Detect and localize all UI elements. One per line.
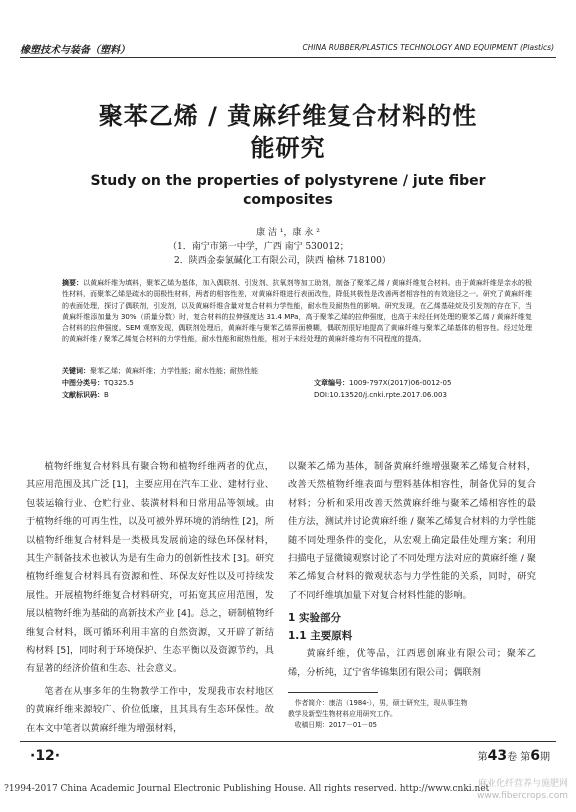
- journal-name-en: CHINA RUBBER/PLASTICS TECHNOLOGY AND EQUIPMENT (Plastics): [302, 43, 554, 52]
- footnote-rule: [288, 692, 378, 693]
- materials-paragraph: 黄麻纤维，优等品，江西恩创麻业有限公司；聚苯乙烯，分析纯，辽宁省华锦集团有限公司；偶联剂: [288, 648, 536, 678]
- header-rule: [20, 57, 556, 58]
- keywords-label: 关键词：: [62, 367, 90, 375]
- copyright-line: ?1994-2017 China Academic Journal Electronic Publishing House. All rights reserved. http://www.cnki.net: [4, 784, 490, 794]
- abstract-text: 以黄麻纤维为填料，聚苯乙烯为基体，加入偶联剂、引发剂、抗氧剂等加工助剂，制备了聚苯乙烯 / 黄麻纤维复合材料。由于黄麻纤维是亲水的极性材料，而聚苯乙烯是疏水的弱极性材料，两者的相容性差，对黄麻纤维进行表面改性，降低其极性是改善两者相容性的有效途径之一。研究了黄麻纤维的表面处理，探讨了偶联剂，引发剂，以及黄麻纤维含量对复合材料力学性能，耐水性及耐热性的影响。研究发现，在乙烯基硅烷及引发剂的存在下，当黄麻纤维添加量为 30%（质量分数）时，复合材料的拉伸强度达 31.4 MPa，高于聚苯乙烯的拉伸强度，也高于未经任何处理的聚苯乙烯 / 黄麻纤维复合材料的拉伸强度。SEM 观察发现，偶联剂处理后，黄麻纤维与聚苯乙烯界面模糊，偶联剂很好地提高了黄麻纤维与聚苯乙烯基体的相容性。经过处理的黄麻纤维 / 聚苯乙烯复合材料的力学性能，耐水性能和耐热性能，相对于未经处理的黄麻纤维均有不同程度的提高。: [62, 279, 533, 344]
- abstract: [62, 278, 532, 346]
- title-cn-line1: 聚苯乙烯 / 黄麻纤维复合材料的性: [98, 102, 478, 130]
- volume-issue: 第43卷 第6期: [477, 748, 550, 764]
- intro-paragraph-2: 笔者在从事多年的生物教学工作中，发现我市农村地区的黄麻纤维来源较广、价位低廉，且其具有生态环保性。故在本文中笔者以黄麻纤维为增强材料，: [26, 685, 274, 734]
- keywords-text: 聚苯乙烯；黄麻纤维；力学性能；耐水性能；耐热性能: [90, 367, 258, 375]
- authors: 康 洁 ¹，康 永 ²: [256, 228, 320, 238]
- journal-name-cn: 橡塑技术与装备（塑料）: [20, 45, 130, 56]
- section-heading-1: 1 实验部分: [288, 612, 341, 625]
- left-column: [26, 458, 274, 738]
- section-heading-1-1: 1.1 主要原料: [288, 630, 353, 643]
- intro-paragraph-1: 植物纤维复合材料具有聚合物和植物纤维两者的优点，其应用范围及其广泛 [1]，主要应用在汽车工业、建材行业、包装运输行业、仓贮行业、装潢材料和日常用品等领域。由于植物纤维的可再生性，以及可被外界环境的消纳性 [2]，所以植物纤维复合材料是一类极具发展前途的绿色环保材料，其生产制备技术也被认为是有生命力的创新性技术 [3]。研究植物纤维复合材料具有资源和性、环保友好性以及可持续发展性。开展植物纤维复合材料研究，可拓宽其应用范围，发展以植物纤维为基础的高新技术产业 [4]。总之，研制植物纤维复合材料，既可循环利用丰富的自然资源，又开辟了新结构材料 [5]，同时利于环境保护、生态平衡以及资源节约，具有显著的经济价值和生态、社会意义。: [26, 461, 274, 675]
- article-number: 文章编号：1009-797X(2017)06-0012-05: [314, 379, 452, 387]
- affiliation-1: （1．南宁市第一中学，广西 南宁 530012；: [168, 242, 349, 252]
- page-number: ·12·: [30, 748, 61, 764]
- title-en-line1: Study on the properties of polystyrene / jute fiber: [90, 173, 486, 189]
- affiliation-2: 2．陕西金泰氯碱化工有限公司，陕西 榆林 718100）: [174, 256, 391, 266]
- title-cn-line2: 能研究: [250, 134, 326, 162]
- abstract-label: 摘要：: [62, 279, 84, 287]
- affiliations: [168, 240, 428, 268]
- footer-rule: [20, 741, 556, 742]
- clc-number: 中图分类号：TQ325.5: [62, 379, 134, 387]
- right-column: [288, 458, 536, 682]
- watermark: 麻业化纤营养与施肥网 www.fibercrops.com: [477, 779, 568, 801]
- keywords: [62, 366, 532, 377]
- footnote: 作者简介：康洁（1984-），男，硕士研究生，现从事生物 教学及新型生物材料应用研究工作。 收稿日期：2017－01－05: [288, 699, 468, 729]
- doi: DOI:10.13520/j.cnki.rpte.2017.06.003: [314, 391, 447, 399]
- document-code: 文献标识码：B: [62, 391, 109, 399]
- title-en-line2: composites: [243, 192, 333, 208]
- intro-paragraph-3: 以聚苯乙烯为基体，制备黄麻纤维增强聚苯乙烯复合材料，改善天然植物纤维表面与塑料基体相容性，制备优异的复合材料；分析和采用改善天然黄麻纤维与聚苯乙烯相容性的最佳方法，测试并讨论黄麻纤维 / 聚苯乙烯复合材料的力学性能随不同处理条件的变化，从宏观上确定最佳处理方案；利用扫描电子显微镜观察讨论了不同处理方法对应的黄麻纤维 / 聚苯乙烯复合材料的微观状态与力学性能的关系，同时，研究了不同纤维填加量下对复合材料性能的影响。: [288, 461, 536, 601]
